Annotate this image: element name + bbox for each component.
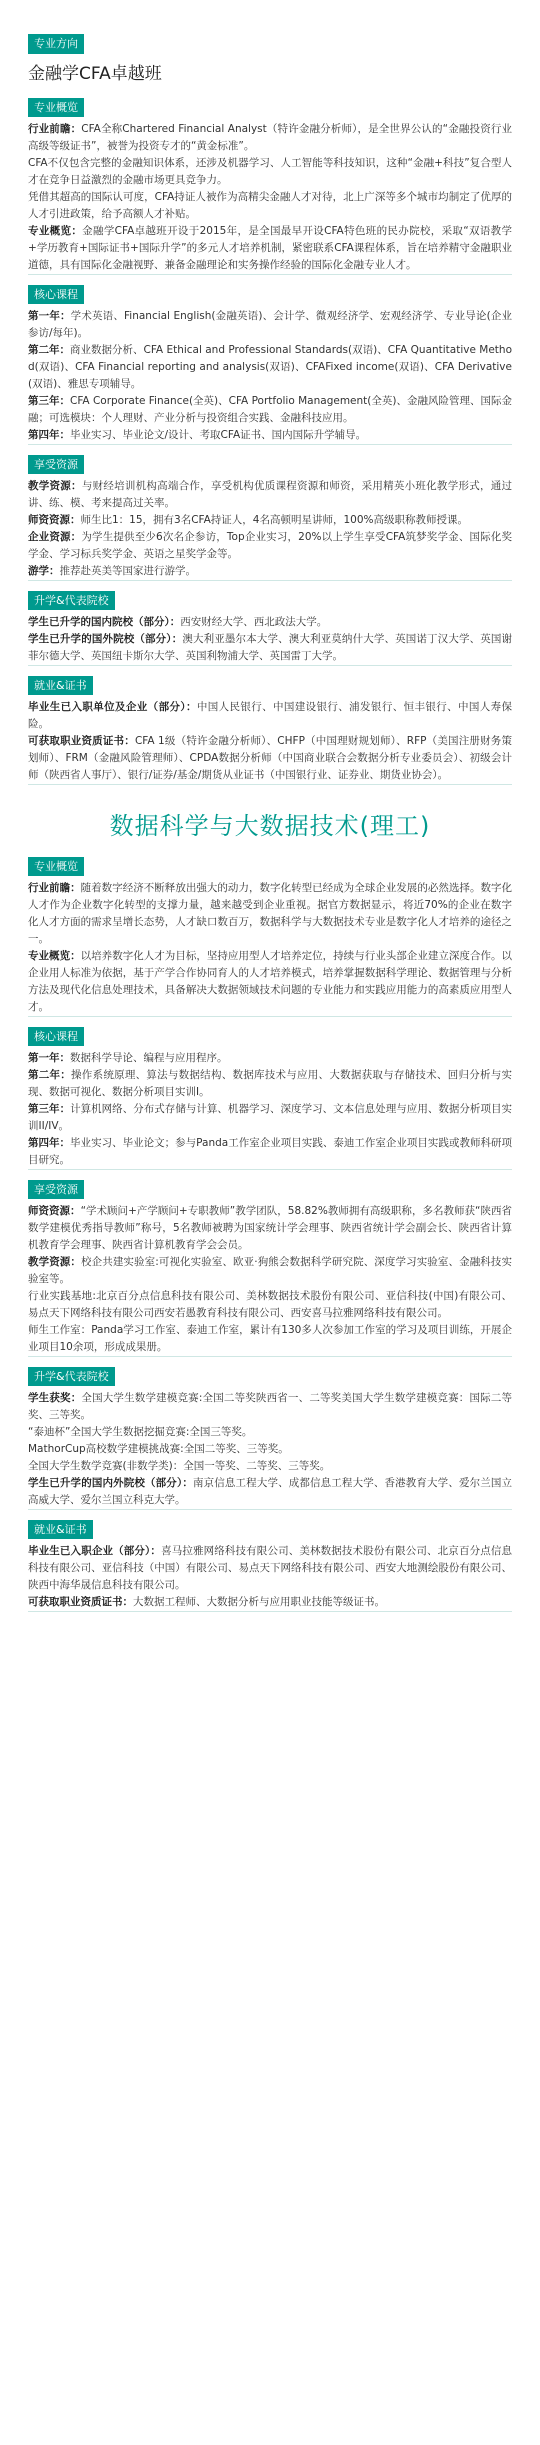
paragraph (28, 1101, 512, 1135)
paragraph (28, 1594, 512, 1611)
paragraph-text: 操作系统原理、算法与数据结构、数据库技术与应用、大数据获取与存储技术、回归分析与实现、数据可视化、数据分析项目实训I。 (28, 1069, 512, 1098)
paragraph-text: CFA 1级（特许金融分析师）、CHFP（中国理财规划师）、RFP（美国注册财务策划师）、FRM（金融风险管理师）、CPDA数据分析师（中国商业联合会数据分析专业委员会）、初级会计师（陕西省人事厅）、银行/证券/基金/期货从业证书（中国银行业、证券业、期货业协会）。 (28, 735, 513, 781)
paragraph-text: MathorCup高校数学建模挑战赛:全国二等奖、三等奖。 (28, 1443, 289, 1455)
section-tag: 核心课程 (28, 285, 84, 304)
paragraph (28, 614, 512, 631)
paragraph (28, 393, 512, 427)
paragraph-text: “学术顾问+产学顾问+专职教师”教学团队，58.82%教师拥有高级职称，多名教师获“陕西省数学建模优秀指导教师”称号，5名教师被聘为国家统计学会理事、陕西省统计学会副会长、陕西省计算机教育学会理事、陕西省计算机教育学会会员。 (28, 1205, 512, 1251)
paragraph (28, 342, 512, 393)
paragraph-text: 大数据工程师、大数据分析与应用职业技能等级证书。 (133, 1596, 385, 1608)
paragraph-text: 行业实践基地:北京百分点信息科技有限公司、美林数据技术股份有限公司、亚信科技(中国)有限公司、易点天下网络科技有限公司西安若愚教育科技有限公司、西安喜马拉雅网络科技有限公司。 (28, 1290, 512, 1319)
program-title: 金融学CFA卓越班 (28, 64, 162, 84)
paragraph-label: 可获取职业资质证书： (28, 1596, 133, 1608)
section-tag: 升学&代表院校 (28, 591, 115, 610)
paragraph (28, 1543, 512, 1594)
paragraph-label: 行业前瞻： (28, 882, 81, 894)
paragraph-label: 第三年： (28, 1103, 71, 1115)
paragraph-label: 第一年： (28, 1052, 70, 1064)
paragraph-text: 师生工作室：Panda学习工作室、泰迪工作室，累计有130多人次参加工作室的学习及项目训练，开展企业项目10余项，形成成果册。 (28, 1324, 512, 1353)
paragraph-text: 学术英语、Financial English(金融英语)、会计学、微观经济学、宏观经济学、专业导论(企业参访/每年)。 (28, 310, 512, 339)
paragraph (28, 1322, 512, 1356)
paragraph-text: 全国大学生数学建模竞赛:全国二等奖陕西省一、二等奖美国大学生数学建模竞赛：国际二等奖、三等奖。 (28, 1392, 512, 1421)
paragraph (28, 223, 512, 274)
paragraph (28, 189, 512, 223)
paragraph-label: 师资资源： (28, 514, 81, 526)
paragraph (28, 1254, 512, 1288)
paragraph (28, 948, 512, 1016)
section-divider (28, 274, 512, 275)
paragraph-label: 专业概览： (28, 950, 81, 962)
paragraph-text: 为学生提供至少6次名企参访，Top企业实习，20%以上学生享受CFA筑梦奖学金、国际化奖学金、学习标兵奖学金、英语之星奖学金等。 (28, 531, 513, 560)
paragraph (28, 1441, 512, 1458)
section-divider (28, 784, 512, 785)
section (28, 1027, 512, 1170)
paragraph-label: 学生已升学的国外院校（部分）： (28, 633, 183, 645)
paragraph-text: 商业数据分析、CFA Ethical and Professional Standards(双语)、CFA Quantitative Method(双语)、CFA Financial reporting and analysis(双语)、CFAFixed income(双语)、CFA Derivative(双语)、雅思专项辅导。 (28, 344, 512, 390)
paragraph-label: 第四年： (28, 429, 70, 441)
paragraph (28, 1424, 512, 1441)
section (28, 676, 512, 785)
program-data-science (28, 857, 512, 1612)
paragraph-label: 学生已升学的国内外院校（部分）： (28, 1477, 193, 1489)
section-divider (28, 665, 512, 666)
paragraph-text: 金融学CFA卓越班开设于2015年，是全国最早开设CFA特色班的民办院校，采取“双语教学+学历教育+国际证书+国际升学”的多元人才培养机制，紧密联系CFA课程体系，旨在培养精守金融职业道德，具有国际化金融视野、兼备金融理论和实务操作经验的国际化金融专业人才。 (28, 225, 513, 271)
section (28, 1520, 512, 1612)
paragraph-text: “泰迪杯”全国大学生数据挖掘竞赛:全国三等奖。 (28, 1426, 253, 1438)
paragraph-label: 企业资源： (28, 531, 82, 543)
section-tag: 升学&代表院校 (28, 1367, 115, 1386)
paragraph (28, 631, 512, 665)
paragraph-label: 行业前瞻： (28, 123, 82, 135)
paragraph-text: 毕业实习、毕业论文/设计、考取CFA证书、国内国际升学辅导。 (70, 429, 367, 441)
paragraph (28, 427, 512, 444)
section-tag: 就业&证书 (28, 1520, 93, 1539)
paragraph-text: CFA全称Chartered Financial Analyst（特许金融分析师），是全世界公认的“金融投资行业高级等级证书”，被誉为投资专才的“黄金标准”。 (28, 123, 513, 152)
paragraph-label: 第四年： (28, 1137, 71, 1149)
paragraph-label: 可获取职业资质证书： (28, 735, 135, 747)
paragraph-label: 第一年： (28, 310, 71, 322)
paragraph-text: 澳大利亚墨尔本大学、澳大利亚莫纳什大学、英国诺丁汉大学、英国谢菲尔德大学、英国纽卡斯尔大学、英国利物浦大学、英国雷丁大学。 (28, 633, 513, 662)
paragraph-text: 喜马拉雅网络科技有限公司、美林数据技术股份有限公司、北京百分点信息科技有限公司、亚信科技（中国）有限公司、易点天下网络科技有限公司、西安大地测绘股份有限公司、陕西中海华晟信息科技有限公司。 (28, 1545, 513, 1591)
paragraph-text: 随着数字经济不断释放出强大的动力，数字化转型已经成为全球企业发展的必然选择。数字化人才作为企业数字化转型的支撑力量，越来越受到企业重视。据官方数据显示，将近70%的企业在数字化人才方面的需求呈增长态势，人才缺口数百万，数据科学与大数据技术专业是数字化人才培养的途径之一。 (28, 882, 513, 945)
paragraph (28, 1390, 512, 1424)
paragraph-text: 以培养数字化人才为目标，坚持应用型人才培养定位，持续与行业头部企业建立深度合作。以企业用人标准为依据，基于产学合作协同育人的人才培养模式，培养掌握数据科学理论、数据管理与分析方法及现代化信息处理技术，具备解决大数据领域技术问题的专业能力和实践应用能力的高素质应用型人才。 (28, 950, 513, 1013)
paragraph (28, 155, 512, 189)
paragraph (28, 733, 512, 784)
section (28, 455, 512, 581)
section (28, 591, 512, 666)
section-divider (28, 1509, 512, 1510)
paragraph (28, 1458, 512, 1475)
paragraph-text: 毕业实习、毕业论文；参与Panda工作室企业项目实践、泰迪工作室企业项目实践或教师科研项目研究。 (28, 1137, 513, 1166)
section (28, 1180, 512, 1357)
paragraph (28, 1050, 512, 1067)
paragraph-text: 西安财经大学、西北政法大学。 (180, 616, 328, 628)
paragraph-label: 毕业生已入职企业（部分）： (28, 1545, 162, 1557)
paragraph-text: 全国大学生数学竞赛(非数学类)：全国一等奖、二等奖、三等奖。 (28, 1460, 331, 1472)
section (28, 98, 512, 275)
program-tag: 专业方向 (28, 34, 84, 54)
paragraph-text: 数据科学导论、编程与应用程序。 (70, 1052, 228, 1064)
paragraph (28, 478, 512, 512)
paragraph (28, 1203, 512, 1254)
paragraph (28, 563, 512, 580)
paragraph (28, 1288, 512, 1322)
paragraph (28, 308, 512, 342)
paragraph-label: 教学资源： (28, 480, 82, 492)
paragraph-label: 师资资源： (28, 1205, 81, 1217)
section-divider (28, 1611, 512, 1612)
paragraph-text: 校企共建实验室:可视化实验室、欧亚·狗熊会数据科学研究院、深度学习实验室、金融科技实验室等。 (28, 1256, 513, 1285)
section-tag: 享受资源 (28, 1180, 84, 1199)
paragraph-text: 凭借其超高的国际认可度，CFA持证人被作为高精尖金融人才对待，北上广深等多个城市均制定了优厚的人才引进政策，给予高额人才补贴。 (28, 191, 512, 220)
paragraph (28, 1135, 512, 1169)
section-divider (28, 444, 512, 445)
section-tag: 核心课程 (28, 1027, 84, 1046)
paragraph-label: 第二年： (28, 1069, 72, 1081)
paragraph-label: 毕业生已入职单位及企业（部分）： (28, 701, 197, 713)
section (28, 285, 512, 445)
paragraph (28, 1067, 512, 1101)
paragraph (28, 529, 512, 563)
paragraph-label: 游学： (28, 565, 60, 577)
paragraph (28, 699, 512, 733)
paragraph-text: 南京信息工程大学、成都信息工程大学、香港教育大学、爱尔兰国立高威大学、爱尔兰国立科克大学。 (28, 1477, 513, 1506)
program2-title: 数据科学与大数据技术(理工) (109, 812, 431, 840)
paragraph-text: 计算机网络、分布式存储与计算、机器学习、深度学习、文本信息处理与应用、数据分析项目实训II/IV。 (28, 1103, 513, 1132)
section-divider (28, 1356, 512, 1357)
paragraph-text: CFA不仅包含完整的金融知识体系，还涉及机器学习、人工智能等科技知识，这种“金融+科技”复合型人才在竞争日益激烈的金融市场更具竞争力。 (28, 157, 512, 186)
section-divider (28, 580, 512, 581)
paragraph-text: 与财经培训机构高端合作，享受机构优质课程资源和师资，采用精英小班化教学形式，通过讲、练、模、考来提高过关率。 (28, 480, 513, 509)
paragraph-text: 推荐赴英美等国家进行游学。 (59, 565, 196, 577)
section-tag: 就业&证书 (28, 676, 93, 695)
paragraph-label: 专业概览： (28, 225, 83, 237)
section-divider (28, 1169, 512, 1170)
paragraph-text: 中国人民银行、中国建设银行、浦发银行、恒丰银行、中国人寿保险。 (28, 701, 513, 730)
paragraph-label: 第二年： (28, 344, 71, 356)
section-tag: 专业概览 (28, 98, 84, 117)
paragraph-label: 学生获奖： (28, 1392, 82, 1404)
program-finance (28, 34, 512, 785)
section-divider (28, 1016, 512, 1017)
paragraph (28, 1475, 512, 1509)
section-tag: 专业概览 (28, 857, 84, 876)
section (28, 1367, 512, 1510)
paragraph (28, 121, 512, 155)
paragraph (28, 512, 512, 529)
program-sections (28, 98, 512, 785)
section-tag: 享受资源 (28, 455, 84, 474)
paragraph-label: 学生已升学的国内院校（部分）： (28, 616, 181, 628)
section (28, 857, 512, 1017)
paragraph-text: 师生比1：15，拥有3名CFA持证人，4名高顿明星讲师，100%高级职称教师授课。 (80, 514, 469, 526)
paragraph (28, 880, 512, 948)
paragraph-text: CFA Corporate Finance(全英)、CFA Portfolio Management(全英)、金融风险管理、国际金融；可选模块：个人理财、产业分析与投资组合实践、金融科技应用。 (28, 395, 513, 424)
paragraph-label: 第三年： (28, 395, 71, 407)
program-sections (28, 857, 512, 1612)
paragraph-label: 教学资源： (28, 1256, 82, 1268)
